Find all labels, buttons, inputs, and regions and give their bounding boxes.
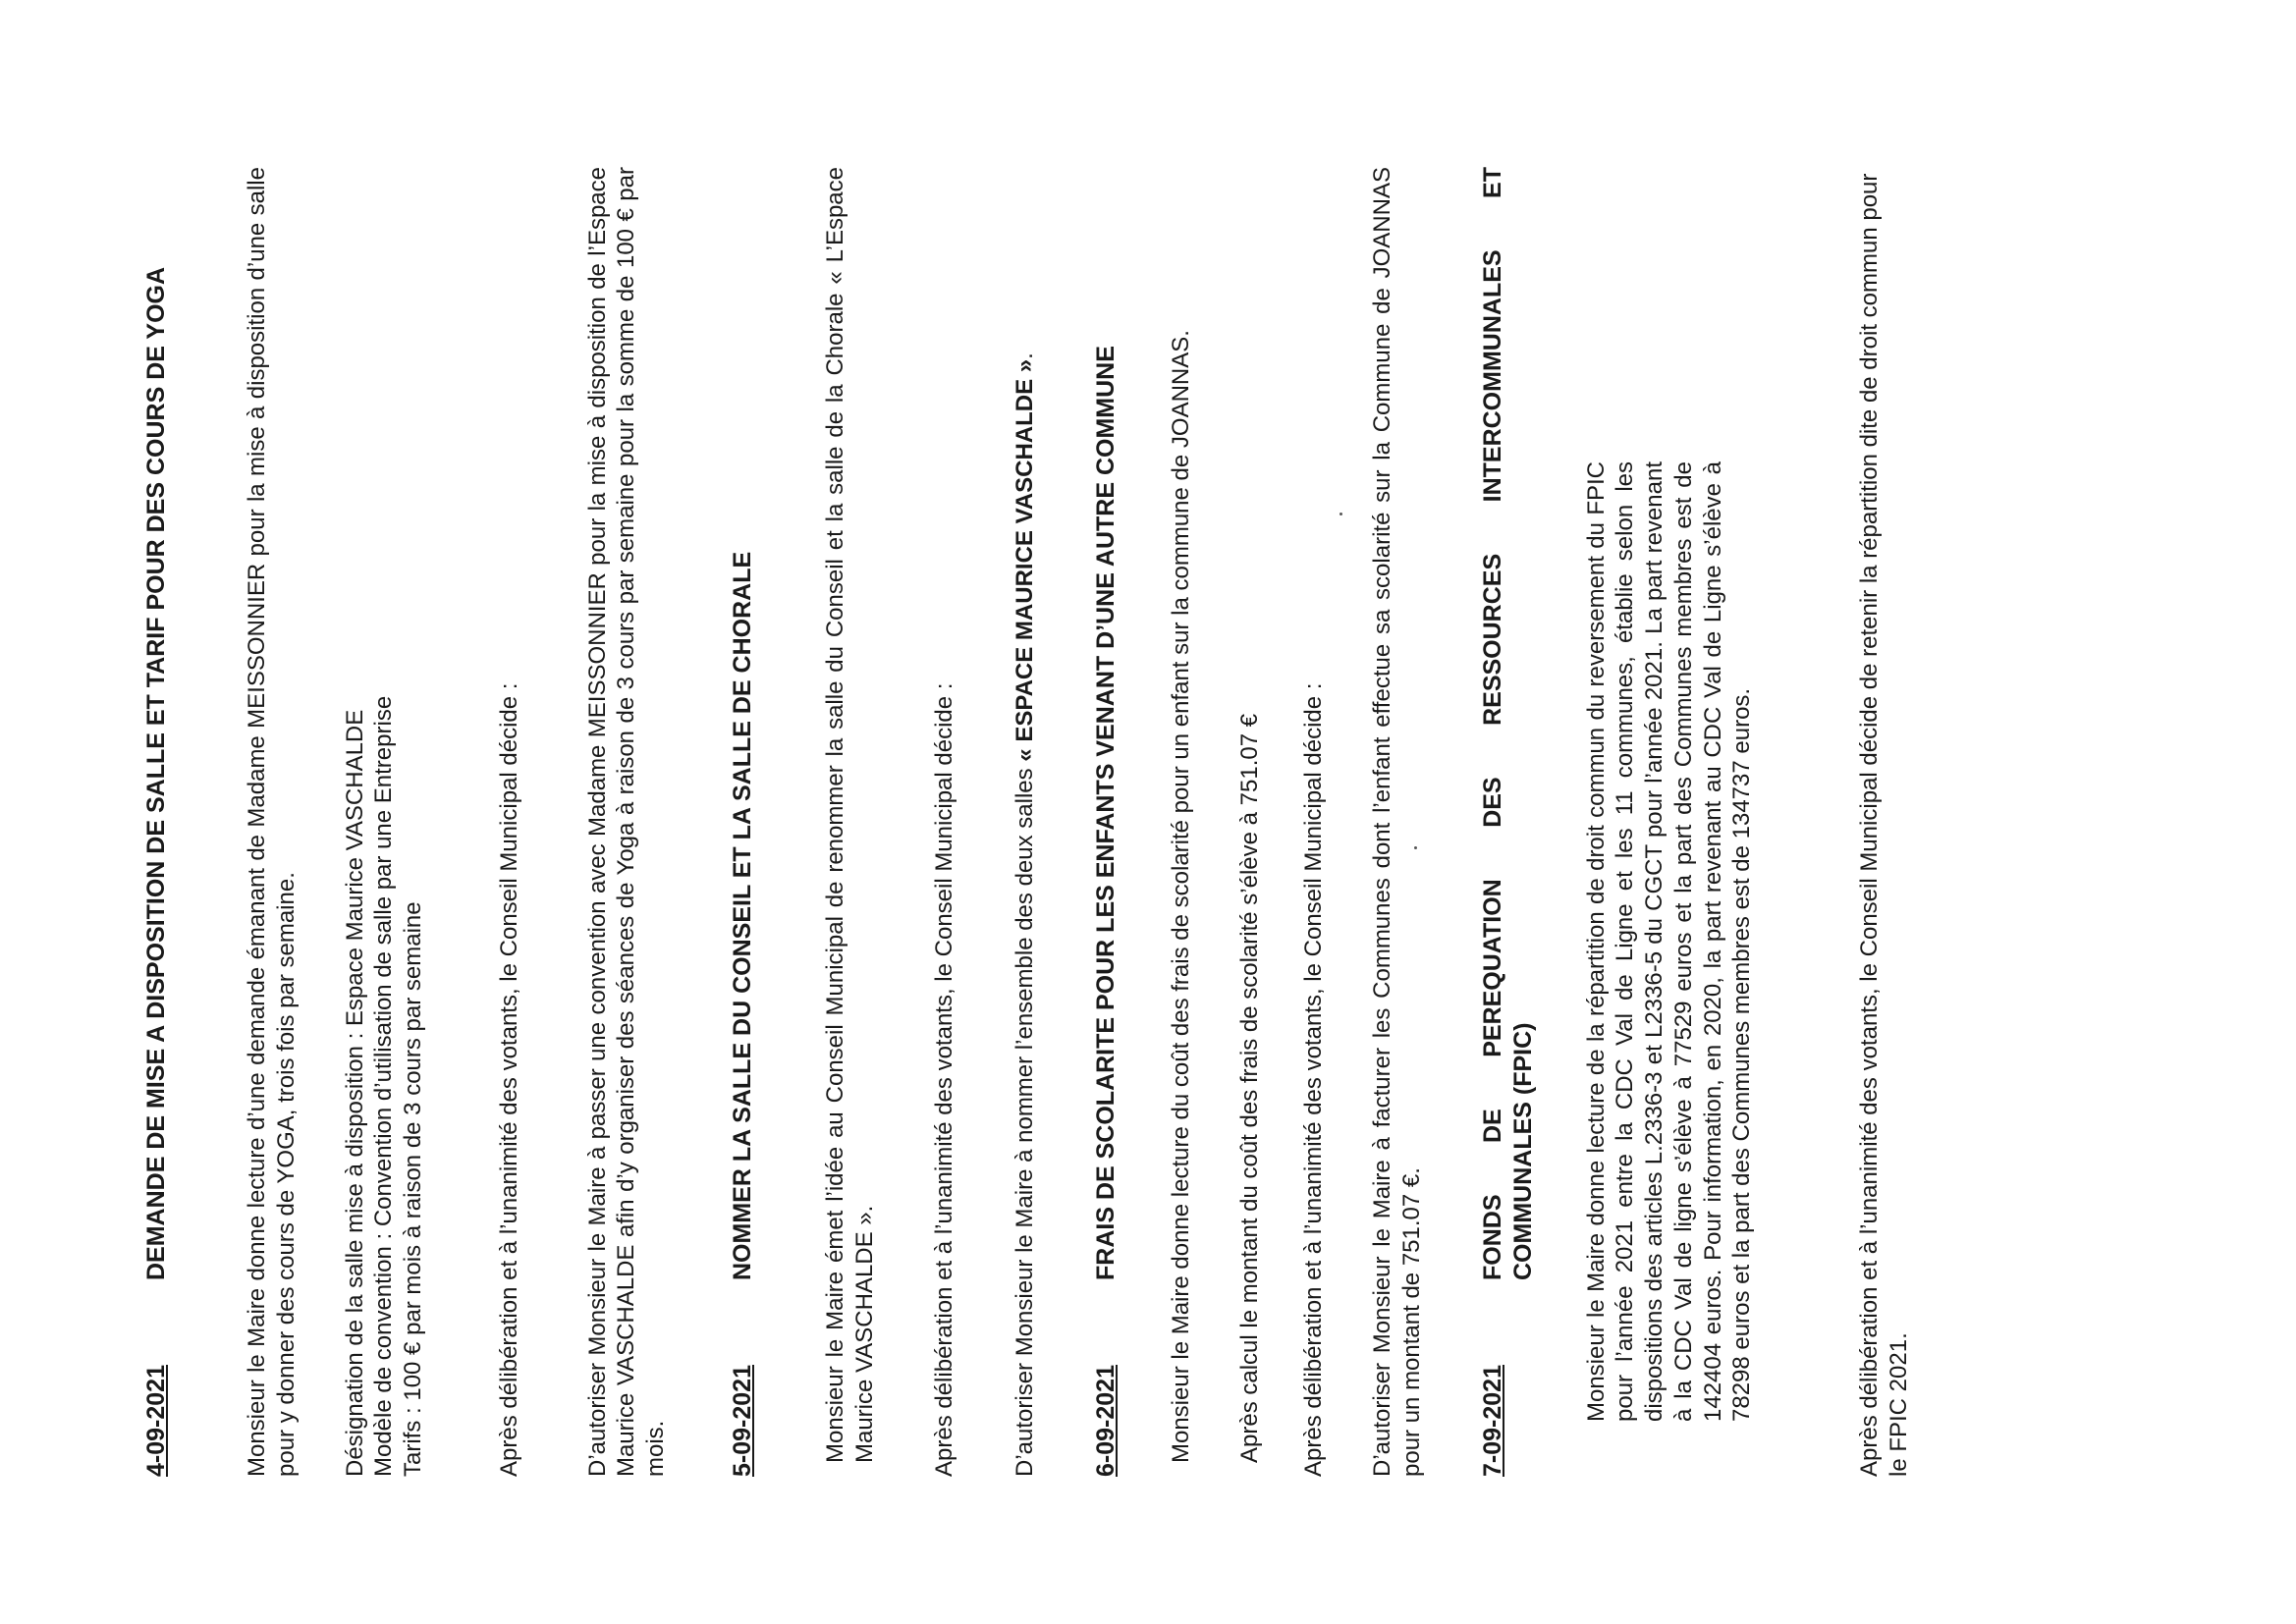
section-4: [141, 167, 671, 1477]
decision-text: [1011, 167, 1040, 1477]
section-7: [1478, 167, 1914, 1477]
section-title: DEMANDE DE MISE A DISPOSITION DE SALLE ET TARIF POUR DES COURS DE YOGA: [142, 266, 170, 1280]
decision-text-start: D’autoriser Monsieur le Maire à nommer l’ensemble des deux salles: [1011, 761, 1038, 1477]
section-title: FRAIS DE SCOLARITE POUR LES ENFANTS VENANT D’UNE AUTRE COMMUNE: [1091, 346, 1120, 1280]
scan-speck: [1414, 846, 1417, 849]
scan-speck: [1339, 513, 1342, 515]
decision-text: D’autoriser Monsieur le Maire à facturer les Communes dont l’enfant effectue sa scolarité sur la Commune de JOANNAS pour un montant de 751.07 €.: [1369, 167, 1425, 1477]
section-number: 4-09-2021: [142, 1365, 170, 1477]
decision-text: D’autoriser Monsieur le Maire à passer une convention avec Madame MEISSONNIER pour la mise à disposition de l’Espace Maurice VASCHALDE afin d’y organiser des séances de Yoga à raison de 3 cours par semaine pour la somme de 100 € par mois.: [583, 167, 669, 1477]
deliberation-text: Après délibération et à l’unanimité des votants, le Conseil Municipal décide :: [1300, 682, 1328, 1477]
section-header: [141, 167, 172, 1477]
paragraph: Monsieur le Maire émet l’idée au Conseil Municipal de renommer la salle du Conseil et la salle de la Chorale « L’Espace Maurice VASCHALDE ».: [821, 167, 878, 1463]
section-title: NOMMER LA SALLE DU CONSEIL ET LA SALLE DE CHORALE: [728, 551, 756, 1280]
section-number: 5-09-2021: [728, 1365, 756, 1477]
paragraph: Monsieur le Maire donne lecture de la répartition de droit commun du reversement du FPIC pour l’année 2021 entre la CDC Val de Ligne et les 11 communes, établie selon les dispositions des articles L.2336-3 et L2336-5 du CGCT pour l’année 2021. La part revenant à la CDC Val de ligne s’élève à 77529 euros et la part des Communes membres est de 142404 euros. Pour information, en 2020, la part revenant au CDC Val de Ligne s’élève à 78298 euros et la part des Communes membres est de 134737 euros.: [1582, 461, 1756, 1422]
room-details: [341, 167, 428, 1477]
calculation-text: Après calcul le montant du coût des frais de scolarité s’élève à 751.07 €: [1235, 713, 1263, 1463]
section-header: [728, 167, 758, 1477]
section-number: 7-09-2021: [1478, 1365, 1506, 1477]
room-name: « ESPACE MAURICE VASCHALDE »: [1011, 358, 1038, 762]
decision-text-end: .: [1011, 352, 1038, 359]
deliberation-text: Après délibération et à l’unanimité des votants, le Conseil Municipal décide :: [495, 682, 522, 1477]
section-title-continued: COMMUNALES (FPIC): [1508, 1022, 1537, 1280]
section-6: [1091, 167, 1427, 1477]
deliberation-text: Après délibération et à l’unanimité des votants, le Conseil Municipal décide de retenir la répartition dite de droit commun pour le FPIC 2021.: [1856, 173, 1912, 1477]
section-number: 6-09-2021: [1091, 1365, 1120, 1477]
convention-model: Modèle de convention : Convention d’utilisation de salle par une Entreprise: [370, 695, 398, 1477]
section-header: [1091, 167, 1121, 1477]
tariffs: Tarifs : 100 € par mois à raison de 3 cours par semaine: [400, 901, 426, 1477]
section-title: FONDS DE PEREQUATION DES RESSOURCES INTERCOMMUNALES ET: [1478, 167, 1506, 1280]
paragraph: Monsieur le Maire donne lecture d’une demande émanant de Madame MEISSONNIER pour la mise à disposition d’une salle pour y donner des cours de YOGA, trois fois par semaine.: [244, 167, 300, 1477]
room-designation: Désignation de la salle mise à disposition : Espace Maurice VASCHALDE: [341, 709, 368, 1477]
section-header: [1478, 167, 1508, 1477]
paragraph: Monsieur le Maire donne lecture du coût des frais de scolarité pour un enfant sur la commune de JOANNAS.: [1167, 330, 1194, 1463]
deliberation-text: Après délibération et à l’unanimité des votants, le Conseil Municipal décide :: [931, 682, 958, 1477]
section-5: [728, 167, 1040, 1477]
